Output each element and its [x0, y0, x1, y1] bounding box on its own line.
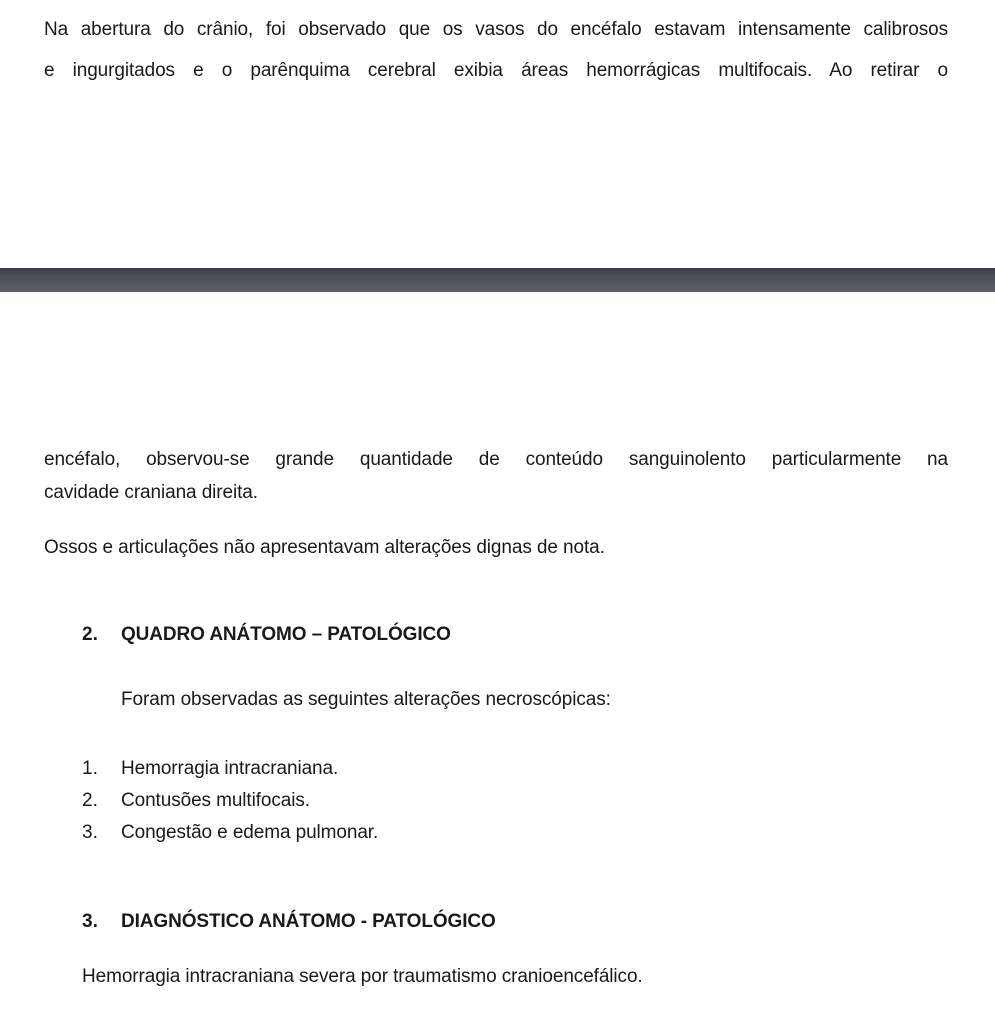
paragraph-line: encéfalo, observou-se grande quantidade de conteúdo sanguinolento particularmente na	[44, 449, 948, 470]
diagnosis-text: Hemorragia intracraniana severa por traumatismo cranioencefálico.	[82, 966, 643, 987]
section-intro: Foram observadas as seguintes alterações necroscópicas:	[121, 689, 611, 710]
section-heading: QUADRO ANÁTOMO – PATOLÓGICO	[121, 624, 451, 645]
paragraph-line: e ingurgitados e o parênquima cerebral exibia áreas hemorrágicas multifocais. Ao retirar o	[44, 60, 948, 81]
page-separator	[0, 268, 995, 292]
paragraph-line: Na abertura do crânio, foi observado que os vasos do encéfalo estavam intensamente calibrosos	[44, 19, 948, 40]
list-item-number: 1.	[82, 758, 98, 779]
list-item: Contusões multifocais.	[121, 790, 310, 811]
list-item-number: 2.	[82, 790, 98, 811]
section-heading: DIAGNÓSTICO ANÁTOMO - PATOLÓGICO	[121, 911, 496, 932]
paragraph-line: cavidade craniana direita.	[44, 482, 258, 503]
section-number: 3.	[82, 911, 98, 932]
document-page-top	[0, 0, 995, 268]
bones-paragraph: Ossos e articulações não apresentavam alterações dignas de nota.	[44, 537, 605, 558]
list-item: Hemorragia intracraniana.	[121, 758, 339, 779]
list-item-number: 3.	[82, 822, 98, 843]
list-item: Congestão e edema pulmonar.	[121, 822, 379, 843]
section-number: 2.	[82, 624, 98, 645]
